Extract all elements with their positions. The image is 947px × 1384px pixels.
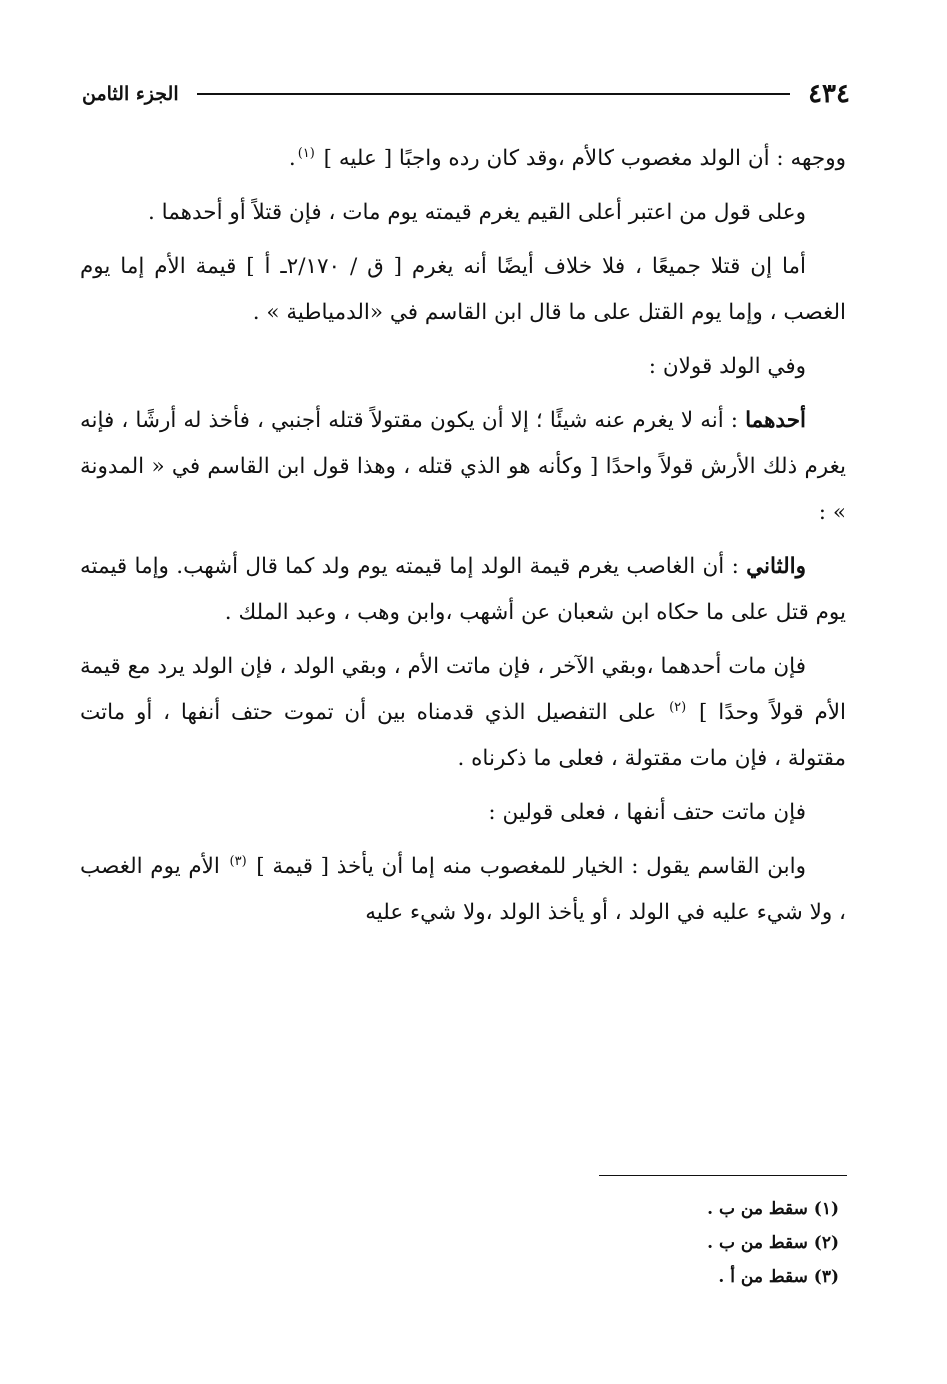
paragraph: [80, 190, 846, 236]
paragraph-text: الأم يوم الغصب ، ولا شيء عليه في الولد ، أو يأخذ الولد ،ولا شيء عليه: [80, 854, 846, 925]
footnote: (٢) سقط من ب .: [707, 1233, 839, 1253]
paragraph-text: .: [288, 146, 296, 171]
header-rule: [197, 93, 790, 95]
page-number: ٤٣٤: [808, 79, 850, 109]
paragraph-text: وفي الولد قولان :: [648, 354, 806, 379]
paragraph: [80, 398, 846, 536]
paragraph: [80, 844, 846, 936]
running-header: [82, 74, 850, 114]
footnote-ref: (٢): [669, 699, 687, 715]
paragraph: [80, 136, 846, 182]
volume-title: الجزء الثامن: [82, 83, 179, 105]
paragraph-text: : أنه لا يغرم عنه شيئًا ؛ إلا أن يكون مقتولاً قتله أجنبي ، فأخذ له أرشًا ، فإنه يغرم ذلك الأرش قولاً واحدًا [ وكأنه هو الذي قتله ، وهذا قول ابن القاسم في « المدونة » :: [80, 408, 846, 525]
paragraph: [80, 790, 846, 836]
paragraph-text: فإن مات أحدهما ،وبقي الآخر ، فإن ماتت الأم ، وبقي الولد ، فإن الولد يرد مع قيمة الأم قولاً وحدًا ]: [80, 654, 846, 725]
footnotes: [439, 1192, 839, 1294]
footnote: (١) سقط من ب .: [707, 1199, 839, 1219]
paragraph-text: ووجهه : أن الولد مغصوب كالأم ،وقد كان رده واجبًا [ عليه ]: [323, 146, 846, 171]
paragraph-text: وعلى قول من اعتبر أعلى القيم يغرم قيمته يوم مات ، فإن قتلاً أو أحدهما .: [148, 200, 806, 225]
paragraph-text: على التفصيل الذي قدمناه بين أن تموت حتف أنفها ، أو ماتت مقتولة ، فإن مات مقتولة ، فعلى ما ذكرناه .: [80, 700, 846, 771]
paragraph-text: فإن ماتت حتف أنفها ، فعلى قولين :: [488, 800, 806, 825]
footnote-rule: [599, 1175, 847, 1176]
footnote: (٣) سقط من أ .: [718, 1267, 839, 1287]
paragraph-lead: والثاني: [746, 554, 806, 579]
paragraph: [80, 244, 846, 336]
paragraph: [80, 344, 846, 390]
footnote-ref: (٣): [229, 853, 247, 869]
paragraph-lead: أحدهما: [745, 408, 806, 433]
body-text: [80, 136, 846, 944]
footnote-ref: (١): [297, 145, 315, 161]
paragraph-text: وابن القاسم يقول : الخيار للمغصوب منه إما أن يأخذ [ قيمة ]: [256, 854, 806, 879]
paragraph-text: : أن الغاصب يغرم قيمة الولد إما قيمته يوم ولد كما قال أشهب. وإما قيمته يوم قتل على ما حكاه ابن شعبان عن أشهب ،وابن وهب ، وعبد الملك .: [80, 554, 846, 625]
paragraph: [80, 544, 846, 636]
paragraph: [80, 644, 846, 782]
paragraph-text: أما إن قتلا جميعًا ، فلا خلاف أيضًا أنه يغرم [ ق / ٢/١٧٠ـ أ ] قيمة الأم إما يوم الغصب ، وإما يوم القتل على ما قال ابن القاسم في «الدمياطية » .: [80, 254, 846, 325]
